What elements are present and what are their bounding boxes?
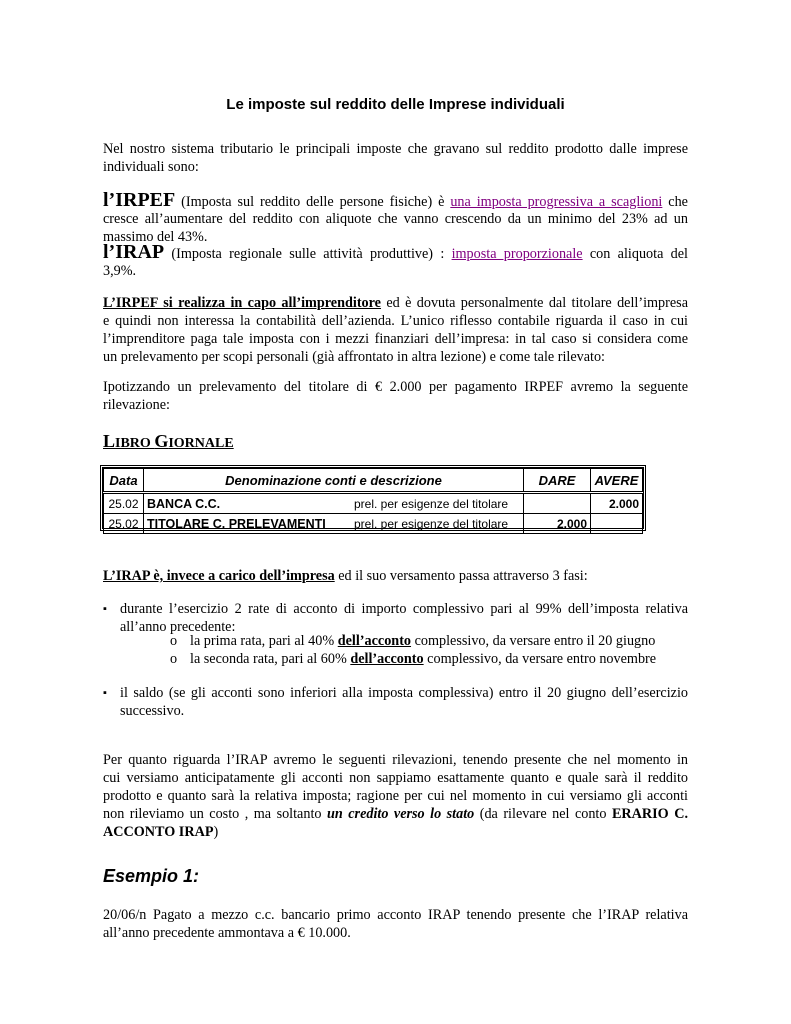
irpef-link[interactable]: una imposta progressiva a scaglioni bbox=[450, 194, 663, 210]
bullet-2-line-2: successivo. bbox=[120, 703, 185, 719]
erario-account: ERARIO C. bbox=[611, 806, 688, 822]
irpef-accounting-paragraph bbox=[103, 294, 688, 366]
acconto-irap-account: ACCONTO IRAP bbox=[103, 824, 214, 840]
example-line-1: 20/06/n Pagato a mezzo c.c. bancario primo acconto IRAP tenendo presente che l’IRAP relativa bbox=[103, 907, 688, 923]
irpef-bold-lead: L’IRPEF si realizza in capo all’imprenditore bbox=[103, 295, 381, 311]
irpef-text-end: che bbox=[662, 194, 688, 210]
irap-text-end: con aliquota del bbox=[582, 246, 688, 262]
irpef-line-2: cresce all’aumentare del reddito con aliquote che vanno crescendo da un minimo del 23% ad un bbox=[103, 211, 688, 227]
example-heading: Esempio 1: bbox=[103, 866, 200, 886]
irpef-para-line-2: e quindi non interessa la contabilità dell’azienda. L’unico riflesso contabile riguarda il caso in cui bbox=[103, 313, 688, 329]
table-row bbox=[104, 514, 643, 534]
row-account: TITOLARE C. PRELEVAMENTI bbox=[144, 514, 351, 534]
row-dare: 2.000 bbox=[524, 514, 591, 534]
prelievo-line-1: Ipotizzando un prelevamento del titolare di € 2.000 per pagamento IRPEF avremo la seguente bbox=[103, 379, 688, 395]
irap-phases-paragraph bbox=[103, 567, 688, 585]
prelievo-paragraph bbox=[103, 378, 688, 414]
irpef-para-line-3: l’imprenditore paga tale imposta con i mezzi finanziari dell’impresa: in tal caso si considera come bbox=[103, 331, 688, 347]
irap-phases-text: ed il suo versamento passa attraverso 3 fasi: bbox=[334, 568, 588, 584]
sub-bullet-1: la prima rata, pari al 40% dell’acconto complessivo, da versare entro il 20 giugno bbox=[190, 633, 656, 649]
bullet-1-line-1: durante l’esercizio 2 rate di acconto di importo complessivo pari al 99% dell’imposta relativa bbox=[120, 601, 688, 617]
bullet-icon: ▪ bbox=[103, 603, 107, 615]
irap-text: (Imposta regionale sulle attività produttive) : bbox=[164, 246, 452, 262]
intro-line-2: individuali sono: bbox=[103, 159, 199, 175]
example-line-2: all’anno precedente ammontava a € 10.000. bbox=[103, 925, 351, 941]
col-data: Data bbox=[104, 469, 144, 493]
table-row bbox=[104, 493, 643, 514]
intro-line-1: Nel nostro sistema tributario le principali imposte che gravano sul reddito prodotto dalle imprese bbox=[103, 141, 688, 157]
sub-bullet-icon: o bbox=[170, 651, 178, 667]
irpef-line-3: massimo del 43%. bbox=[103, 229, 208, 245]
sub-bullet-icon: o bbox=[170, 633, 178, 649]
intro-paragraph bbox=[103, 140, 688, 176]
row-account: BANCA C.C. bbox=[144, 493, 351, 514]
bullet-1-line-2: all’anno precedente: bbox=[120, 619, 236, 635]
example-paragraph bbox=[103, 906, 688, 942]
credito-emphasis: un credito verso lo stato bbox=[326, 806, 475, 822]
irpef-para-line-1: ed è dovuta personalmente dal titolare dell’impresa bbox=[380, 295, 688, 311]
row-avere: 2.000 bbox=[591, 493, 643, 514]
sub-bullet-2: la seconda rata, pari al 60% dell’acconto complessivo, da versare entro novembre bbox=[190, 651, 657, 667]
bullet-1 bbox=[120, 600, 688, 636]
rilevazioni-paragraph: Per quanto riguarda l’IRAP avremo le seguenti rilevazioni, tenendo presente che nel momento in cui versiamo anticipatamente gli acconti non sappiamo esattamente quanto e quale sarà il reddito prodotto e quanto sarà la relativa imposta; ragione per cui nel momento in cui versiamo gli acconti non rileviamo un costo , ma soltanto un credito verso lo stato (da rilevare nel conto ERARIO C. ACCONTO IRAP) bbox=[103, 752, 688, 840]
rilevazioni-line-2: cui versiamo anticipatamente gli acconti non sappiamo esattamente quanto e quale sarà il reddito bbox=[103, 770, 688, 786]
irap-link[interactable]: imposta proporzionale bbox=[451, 246, 583, 262]
row-dare bbox=[524, 493, 591, 514]
page-title: Le imposte sul reddito delle Imprese individuali bbox=[226, 96, 565, 113]
irpef-heading: l’IRPEF bbox=[103, 189, 176, 211]
libro-giornale-heading: LIBRO GIORNALE bbox=[103, 431, 234, 451]
row-avere bbox=[591, 514, 643, 534]
col-avere: AVERE bbox=[591, 469, 643, 493]
rilevazioni-line-1: Per quanto riguarda l’IRAP avremo le seguenti rilevazioni, tenendo presente che nel momento in bbox=[103, 752, 688, 768]
rilevazioni-line-3: prodotto e quanto sarà la relativa imposta; ragione per cui nel momento in cui versiamo gli acconti bbox=[103, 788, 688, 804]
irap-bold-lead: L’IRAP è, invece a carico dell’impresa bbox=[103, 568, 335, 584]
prelievo-line-2: rilevazione: bbox=[103, 397, 170, 413]
irap-line-2: 3,9%. bbox=[103, 263, 137, 279]
row-description: prel. per esigenze del titolare bbox=[350, 493, 524, 514]
bullet-2 bbox=[120, 684, 688, 720]
col-dare: DARE bbox=[524, 469, 591, 493]
row-date: 25.02 bbox=[104, 493, 144, 514]
bullet-2-line-1: il saldo (se gli acconti sono inferiori alla imposta complessiva) entro il 20 giugno dell’esercizio bbox=[120, 685, 688, 701]
row-date: 25.02 bbox=[104, 514, 144, 534]
irap-heading: l’IRAP bbox=[103, 241, 165, 263]
irpef-text: (Imposta sul reddito delle persone fisiche) è bbox=[175, 194, 451, 210]
irap-paragraph bbox=[103, 242, 688, 280]
journal-header-row bbox=[104, 469, 643, 493]
irpef-para-line-4: un prelevamento per scopi personali (già affrontato in altra lezione) e come tale rilevato: bbox=[103, 349, 606, 365]
row-description: prel. per esigenze del titolare bbox=[350, 514, 524, 534]
journal-table bbox=[100, 465, 646, 531]
irpef-paragraph bbox=[103, 190, 688, 246]
col-denominazione: Denominazione conti e descrizione bbox=[144, 469, 524, 493]
bullet-icon: ▪ bbox=[103, 687, 107, 699]
